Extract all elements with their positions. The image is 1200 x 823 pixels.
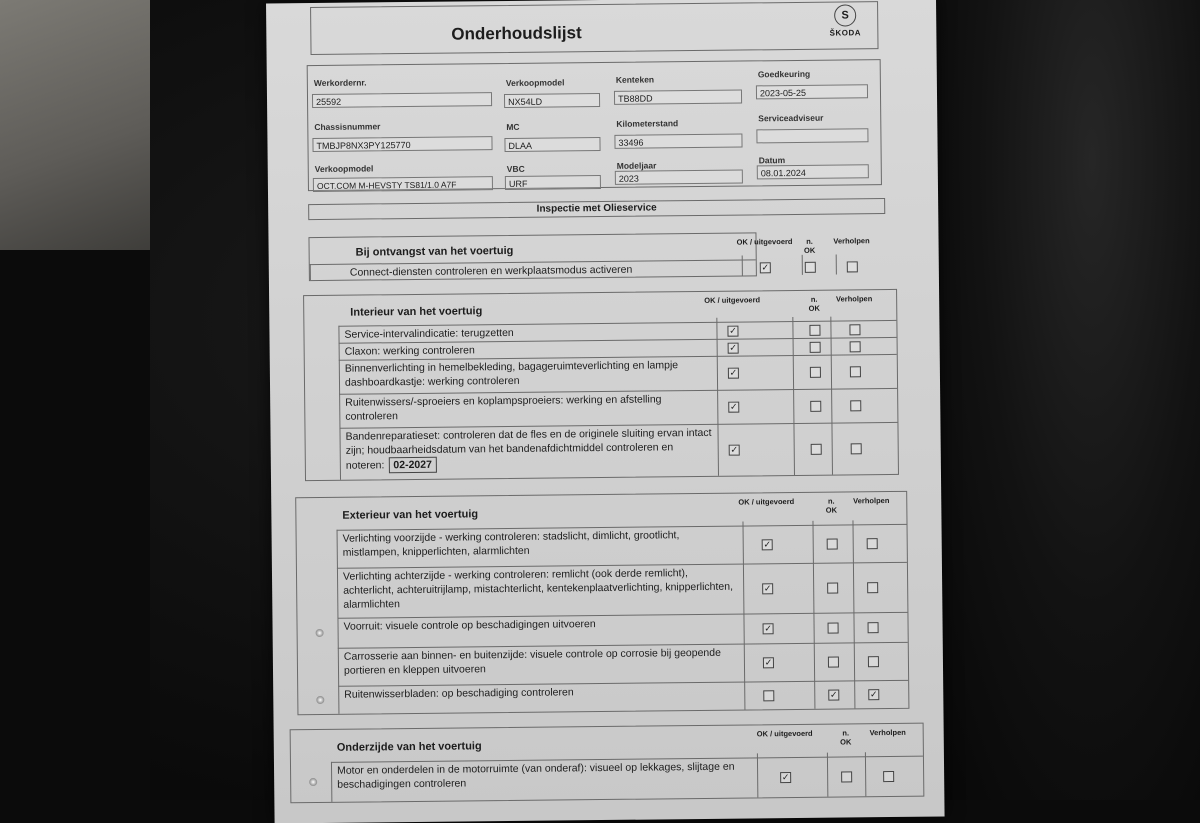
- column-fix-header: Verholpen: [869, 727, 906, 738]
- column-nok-header: n. OK: [825, 496, 838, 515]
- section-title: Interieur van het voertuig: [350, 305, 483, 319]
- serviceadviseur-field: [756, 128, 868, 143]
- checklist-item-text: [343, 528, 739, 560]
- checklist-item-text: [343, 566, 739, 612]
- checkbox-nok[interactable]: [809, 324, 820, 335]
- background-seat-right: [930, 0, 1200, 800]
- title-box: [310, 1, 878, 55]
- section-3: [295, 491, 909, 715]
- column-divider: [310, 264, 311, 280]
- checklist-item-label: Bandenreparatieset: controleren dat de fles en de originele sluiting ervan intact zijn; houdbaarheidsdatum van het bandenafdichtmiddel controleren en noteren:: [345, 426, 712, 472]
- bullet-marker: [309, 778, 317, 786]
- checkbox-nok[interactable]: [811, 444, 822, 455]
- mc-label: MC: [506, 121, 520, 132]
- checkbox-fix[interactable]: [851, 443, 862, 454]
- checkbox-ok[interactable]: ✓: [763, 539, 772, 550]
- verkoopmodel-code-label: Verkoopmodel: [505, 77, 565, 89]
- checklist-item-text: [345, 426, 713, 474]
- section-4: [290, 723, 925, 804]
- kilometerstand-field: 33496: [614, 134, 742, 149]
- werkordernr-label: Werkordernr.: [313, 77, 367, 89]
- checklist-item-label: Carrosserie aan binnen- en buitenzijde: visuele controle op corrosie bij geopende portieren en kleppen uitvoeren: [343, 646, 721, 677]
- section-title: Bij ontvangst van het voertuig: [355, 244, 514, 259]
- checkbox-fix[interactable]: [883, 771, 894, 782]
- checkbox-ok[interactable]: ✓: [761, 262, 770, 273]
- section-1: [308, 232, 870, 281]
- checkbox-nok[interactable]: [841, 771, 852, 782]
- checkbox-nok[interactable]: [810, 341, 821, 352]
- column-divider: [802, 255, 803, 275]
- checkbox-nok[interactable]: [828, 623, 839, 634]
- checkbox-nok[interactable]: [827, 583, 838, 594]
- column-ok-header: OK / uitgevoerd: [756, 728, 813, 739]
- goedkeuring-label: Goedkeuring: [757, 68, 811, 80]
- checkbox-fix[interactable]: [867, 582, 878, 593]
- checkbox-ok[interactable]: ✓: [764, 623, 772, 634]
- column-divider: [742, 256, 743, 276]
- checklist-item-label: Verlichting voorzijde - werking controleren: stadslicht, dimlicht, grootlicht, mistlampen, knipperlichten, alarmlichten: [342, 529, 680, 559]
- serviceadviseur-label: Serviceadviseur: [758, 112, 824, 124]
- inspection-banner: Inspectie met Olieservice: [308, 198, 885, 220]
- checkbox-nok[interactable]: [828, 657, 839, 668]
- goedkeuring-field: 2023-05-25: [756, 84, 868, 99]
- checkbox-nok[interactable]: [827, 539, 838, 550]
- column-fix-header: Verholpen: [853, 496, 890, 506]
- checklist-item-label: Verlichting achterzijde - werking controleren: remlicht (ook derde remlicht), achterlicht, achteruitrijlamp, mistachterlicht, kentekenplaatverlichting, knipperlichten, alarmlichten: [342, 567, 734, 611]
- checkbox-fix[interactable]: [850, 341, 861, 352]
- skoda-logo-icon: S: [834, 4, 856, 26]
- checkbox-ok[interactable]: ✓: [763, 583, 772, 594]
- checkbox-nok[interactable]: [810, 367, 821, 378]
- kenteken-label: Kenteken: [615, 74, 655, 85]
- checkbox-fix[interactable]: [850, 400, 861, 411]
- section-title: Onderzijde van het voertuig: [336, 740, 482, 754]
- checkbox-fix[interactable]: ✓: [869, 689, 878, 700]
- checklist-item-text: [345, 358, 713, 390]
- modeljaar-label: Modeljaar: [616, 160, 657, 171]
- column-nok-header: n. OK: [840, 728, 852, 747]
- chassisnummer-field: TMBJP8NX3PY125770: [312, 136, 492, 152]
- skoda-logo: [825, 4, 865, 37]
- datum-label: Datum: [758, 155, 786, 166]
- checklist-item-text: [344, 646, 740, 678]
- checkbox-fix[interactable]: [868, 622, 879, 633]
- werkordernr-field: 25592: [312, 92, 492, 108]
- column-ok-header: OK / uitgevoerd: [738, 497, 795, 507]
- checklist-item-label: Motor en onderdelen in de motorruimte (van onderaf): visueel op lekkages, slijtage en beschadigingen controleren: [336, 760, 735, 791]
- checkbox-ok[interactable]: ✓: [730, 444, 739, 455]
- mc-field: DLAA: [504, 137, 600, 152]
- column-fix-header: Verholpen: [833, 236, 870, 246]
- checkbox-ok[interactable]: ✓: [729, 342, 737, 353]
- checklist-item-label: Ruitenwissers/-sproeiers en koplampsproeiers: werking en afstelling controleren: [345, 393, 662, 423]
- checkbox-ok[interactable]: ✓: [729, 401, 738, 412]
- checklist-item-label: Voorruit: visuele controle op beschadigingen uitvoeren: [343, 618, 596, 633]
- vbc-field: URF: [505, 175, 601, 190]
- checkbox-fix[interactable]: [867, 538, 878, 549]
- column-nok-header: n. OK: [803, 236, 816, 255]
- checkbox-ok[interactable]: ✓: [781, 772, 790, 783]
- kilometerstand-label: Kilometerstand: [616, 118, 679, 129]
- maintenance-sheet: [266, 0, 945, 823]
- verkoopmodel-code-field: NX54LD: [504, 93, 600, 108]
- section-2: [303, 289, 899, 481]
- checkbox-ok[interactable]: [763, 690, 774, 701]
- checkbox-fix[interactable]: [849, 324, 860, 335]
- bullet-marker: [316, 696, 324, 704]
- checkbox-nok[interactable]: ✓: [829, 689, 838, 700]
- checklist-item-label: Ruitenwisserbladen: op beschadiging controleren: [344, 686, 574, 701]
- checkbox-fix[interactable]: [850, 366, 861, 377]
- column-divider: [836, 255, 837, 275]
- modeljaar-field: 2023: [615, 170, 743, 185]
- checkbox-fix[interactable]: [868, 656, 879, 667]
- column-fix-header: Verholpen: [835, 294, 873, 304]
- checkbox-nok[interactable]: [810, 401, 821, 412]
- bullet-marker: [316, 629, 324, 637]
- column-ok-header: OK / uitgevoerd: [704, 295, 761, 305]
- checklist-item-label: Service-intervalindicatie: terugzetten: [344, 326, 514, 341]
- checklist-item-label: Binnenverlichting in hemelbekleding, bagageruimteverlichting en lampje dashboardkastje: werking controleren: [344, 359, 679, 389]
- checklist-item-label: Connect-diensten controleren en werkplaatsmodus activeren: [349, 263, 633, 279]
- page-title: Onderhoudslijst: [451, 23, 582, 44]
- checklist-item-text: [345, 392, 713, 424]
- checklist-item-text: [337, 759, 753, 791]
- checkbox-ok[interactable]: ✓: [729, 367, 738, 378]
- verkoopmodel-naam-field: OCT.COM M-HEVSTY TS81/1.0 A7F: [313, 176, 493, 192]
- verkoopmodel-naam-label: Verkoopmodel: [314, 163, 374, 175]
- column-nok-header: n. OK: [808, 294, 820, 313]
- column-ok-header: OK / uitgevoerd: [736, 237, 793, 247]
- checkbox-ok[interactable]: ✓: [729, 325, 737, 336]
- section-title: Exterieur van het voertuig: [342, 508, 479, 522]
- kenteken-field: TB88DD: [614, 90, 742, 105]
- checklist-item-label: Claxon: werking controleren: [344, 344, 475, 358]
- checkbox-nok[interactable]: [805, 262, 816, 273]
- vbc-label: VBC: [506, 163, 525, 174]
- chassisnummer-label: Chassisnummer: [314, 121, 381, 133]
- vehicle-info-box: [307, 59, 882, 191]
- expiry-date-box: 02-2027: [388, 457, 437, 474]
- checkbox-fix[interactable]: [847, 261, 858, 272]
- brand-name: ŠKODA: [829, 28, 862, 38]
- datum-field: 08.01.2024: [757, 164, 869, 179]
- checkbox-ok[interactable]: ✓: [764, 657, 773, 668]
